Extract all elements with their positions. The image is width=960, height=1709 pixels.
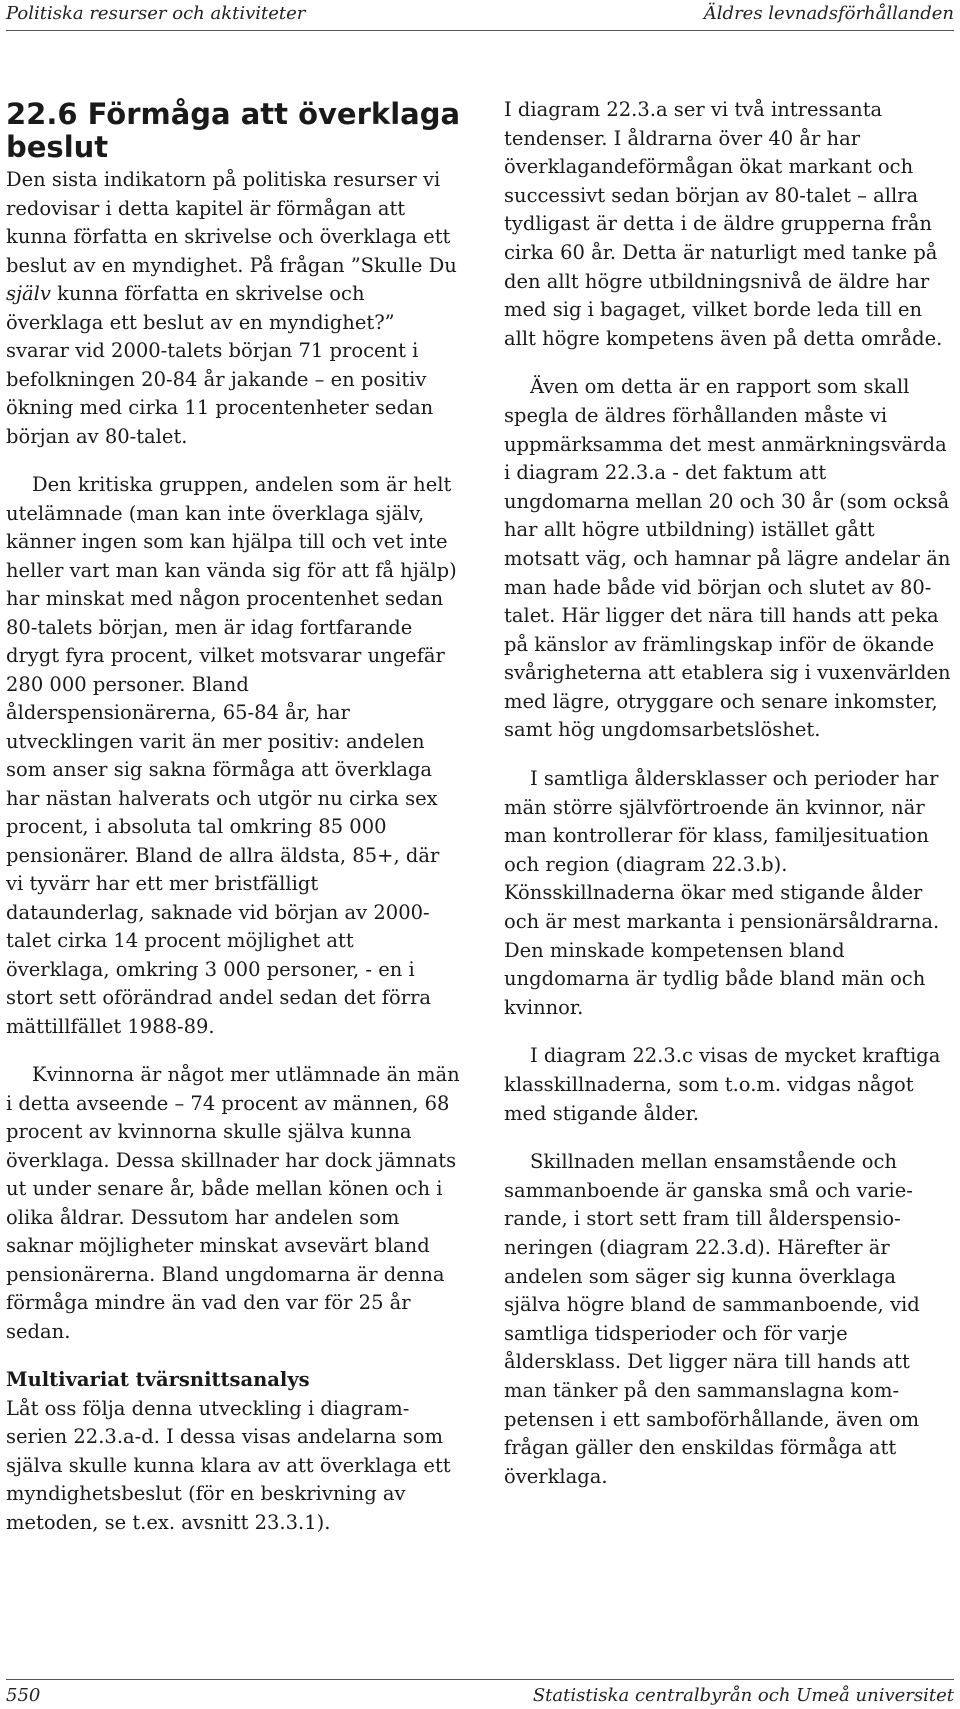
paragraph-critical-group: Den kritiska gruppen, andelen som är helt utelämnade (man kan inte överklaga själv, känner ingen som kan hjälpa till och vet inte heller vart man kan vända sig för att få hjälp) har minskat med någon procentenhet sedan 80-talets början, men är idag fortfarande drygt fyra procent, vilket motsvarar ungefär 280 000 personer. Bland ålderspensionärerna, 65-84 år, har utvecklingen varit än mer positiv: andelen som anser sig sakna förmåga att överklaga har nästan halverats och utgör nu cirka sex procent, i absoluta tal omkring 85 000 pensionärer. Bland de allra äldsta, 85+, där vi tyvärr har ett mer bristfälligt dataunderlag, saknade vid början av 2000-talet cirka 14 procent möjlighet att överklaga, omkring 3 000 personer, - en i stort sett oförändrad andel sedan det förra mättillfället 1988-89.: [6, 473, 457, 1038]
header-section-title: Politiska resurser och aktiviteter: [6, 3, 306, 24]
running-header: [6, 0, 954, 31]
paragraph-youth: Även om detta är en rapport som skall spegla de äldres förhållanden måste vi uppmärksamma det mest anmärkningsvärda i diagram 22.3.a - det faktum att ungdomarna mellan 20 och 30 år (som också har allt högre utbildning) istället gått motsatt väg, och hamnar på lägre andelar än man hade både vid början och slutet av 80-talet. Här ligger det nära till hands att peka på känslor av främlingskap inför de ökande svårigheterna att etablera sig i vuxenvärlden med lägre, otryggare och senare inkomster, samt hög ungdomsarbetslöshet.: [504, 375, 951, 742]
paragraph-intro-emphasis: själv: [6, 282, 51, 305]
paragraph-class: I diagram 22.3.c visas de mycket kraftiga klasskillnaderna, som t.o.m. vidgas något med stigande ålder.: [504, 1044, 941, 1125]
header-book-title: Äldres levnadsförhållanden: [703, 3, 954, 24]
section-heading: 22.6 Förmåga att överklaga beslut: [6, 97, 461, 164]
right-column: [504, 96, 952, 1511]
paragraph-diagram-series: Låt oss följa denna utveckling i diagramserien 22.3.a-d. I dessa visas andelarna som själva skulle kunna klara av att överklaga ett myndighetsbeslut (för en beskrivning av metoden, se t.ex. avsnitt 23.3.1).: [6, 1396, 451, 1534]
page-number: 550: [6, 1685, 41, 1706]
footer-publisher: Statistiska centralbyrån och Umeå universitet: [532, 1685, 954, 1706]
paragraph-gender: I samtliga åldersklasser och perioder har män större självförtroende än kvinnor, när man kontrollerar för klass, familjesituation och region (diagram 22.3.b). Könsskillnaderna ökar med stigande ålder och är mest markanta i pensionärsåldrarna. Den minskade kompetensen bland ungdomarna är tydlig både bland män och kvinnor.: [504, 767, 940, 1019]
paragraph-cohabiting: Skillnaden mellan ensamstående och sammanboende är ganska små och varierande, i stort sett fram till ålderspensioneringen (diagram 22.3.d). Härefter är andelen som säger sig kunna överklaga själva högre bland de sammanboende, vid samtliga tidsperioder och för varje åldersklass. Det ligger nära till hands att man tänker på den sammanslagna kompetensen i ett samboförhållande, även om frågan gäller den enskildas förmåga att överklaga.: [504, 1150, 920, 1488]
paragraph-intro: [6, 166, 462, 451]
left-column: [6, 98, 462, 1537]
paragraph-intro-part-a: Den sista indikatorn på politiska resurser vi redovisar i detta kapitel är förmågan att kunna författa en skrivelse och överklaga ett beslut av en myndighet. På frågan ”Skulle Du: [6, 168, 457, 277]
paragraph-intro-part-b: kunna författa en skrivelse och överklaga ett beslut av en myndighet?” svarar vid 2000-talets början 71 procent i befolkningen 20-84 år jakande – en positiv ökning med cirka 11 procentenheter sedan början av 80-talet.: [6, 282, 434, 448]
paragraph-diagram-a: I diagram 22.3.a ser vi två intressanta tendenser. I åldrarna över 40 år har överklagandeförmågan ökat markant och successivt sedan början av 80-talet – allra tydligast är detta i de äldre grupperna från cirka 60 år. Detta är naturligt med tanke på den allt högre utbildningsnivå de äldre har med sig i bagaget, vilket borde leda till en allt högre kompetens även på detta område.: [504, 98, 943, 350]
subheading-multivariate: Multivariat tvärsnittsanalys: [6, 1368, 310, 1391]
running-footer: [6, 1679, 954, 1706]
paragraph-women: Kvinnorna är något mer utlämnade än män i detta avseende – 74 procent av männen, 68 procent av kvinnorna skulle själva kunna överklaga. Dessa skillnader har dock jämnats ut under senare år, både mellan könen och i olika åldrar. Dessutom har andelen som saknar möjligheter minskat avsevärt bland pensionärerna. Bland ungdomarna är denna förmåga mindre än vad den var för 25 år sedan.: [6, 1063, 460, 1343]
